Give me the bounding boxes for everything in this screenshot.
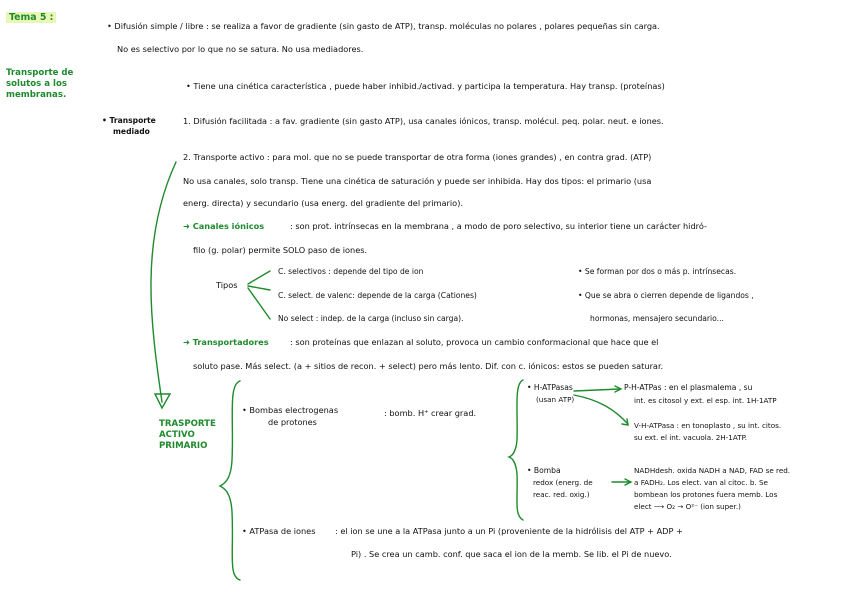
primario-heading-line1: TRASPORTE: [159, 419, 216, 429]
transporte-heading-line2: solutos a los: [6, 79, 67, 89]
v-h-atpasa-line1: V-H-ATPasa : en tonoplasto , su int. citos.: [634, 421, 782, 430]
transporte-heading-line3: membranas.: [6, 90, 67, 100]
main-brace-icon: [220, 381, 240, 580]
tipos-left-item-2: C. select. de valenc: depende de la carga (Cationes): [278, 291, 477, 300]
atpasa-iones-desc: : el ion se une a la ATPasa junto a un Pi (proveniente de la hidrólisis del ATP + ADP +: [335, 526, 683, 536]
bombas-electrogenas-line1: • Bombas electrogenas: [242, 405, 339, 415]
nadh-line3: bombean los protones fuera memb. Los: [634, 490, 778, 499]
tipos-branch-mid-icon: [248, 286, 270, 290]
bomba-redox-line3: reac. red. oxig.): [533, 490, 590, 499]
arrow-v-h-head-icon: [622, 419, 628, 425]
primario-heading-line3: PRIMARIO: [159, 441, 208, 451]
tipos-right-item-1: • Se forman por dos o más p. intrínsecas.: [578, 267, 737, 276]
h-atpasas-line1: • H-ATPasas: [527, 383, 573, 392]
difusion-simple-line1: • Difusión simple / libre : se realiza a favor de gradiente (sin gasto de ATP), transp. moléculas no polares , polares pequeñas sin carga.: [107, 21, 660, 31]
primario-heading-line2: ACTIVO: [159, 430, 195, 440]
arrow-to-primario-icon: [151, 162, 176, 402]
nadh-line4: elect ⟶ O₂ → O²⁻ (ion super.): [634, 502, 741, 511]
transporte-activo-line1: 2. Transporte activo : para mol. que no se puede transportar de otra forma (iones grandes) , en contra grad. (ATP): [183, 152, 652, 162]
arrow-v-h-icon: [574, 395, 628, 424]
tipos-left-item-1: C. selectivos : depende del tipo de ion: [278, 267, 424, 276]
transportadores-label: ➜ Transportadores: [183, 337, 269, 347]
transportadores-line2: soluto pase. Más select. (a + sitios de recon. + select) pero más lento. Dif. con c. iónicos: estos se pueden saturar.: [193, 361, 664, 371]
transporte-heading-line1: Transporte de: [6, 68, 74, 78]
canales-ionicos-desc: : son prot. intrínsecas en la membrana , a modo de poro selectivo, su interior tiene un carácter hidró-: [290, 221, 707, 231]
cinetica-line: • Tiene una cinética característica , puede haber inhibid./activad. y participa la temperatura. Hay transp. (proteínas): [186, 81, 665, 91]
tipos-branch-low-icon: [248, 288, 270, 319]
tema-heading: Tema 5 :: [6, 12, 56, 23]
p-h-atpasa-line1: P-H-ATPas : en el plasmalema , su: [624, 383, 753, 392]
difusion-facilitada-line: 1. Difusión facilitada : a fav. gradiente (sin gasto ATP), usa canales iónicos, transp. molécul. peq. polar. neut. e iones.: [183, 116, 664, 126]
mediado-heading-line1: • Transporte: [102, 116, 156, 125]
canales-ionicos-line2: filo (g. polar) permite SOLO paso de iones.: [193, 245, 368, 255]
v-h-atpasa-line2: su ext. el int. vacuola. 2H-1ATP.: [634, 433, 748, 442]
transporte-activo-line3: energ. directa) y secundario (usa energ. del gradiente del primario).: [183, 198, 463, 208]
atpasa-iones-label: • ATPasa de iones: [242, 526, 316, 536]
mediado-heading-line2: mediado: [113, 127, 150, 136]
transportadores-desc: : son proteínas que enlazan al soluto, provoca un cambio conformacional que hace que el: [290, 337, 659, 347]
arrow-p-h-icon: [574, 389, 620, 391]
bombas-electrogenas-line2: de protones: [268, 417, 317, 427]
atpasa-iones-line2: Pi) . Se crea un camb. conf. que saca el ion de la memb. Se lib. el Pi de nuevo.: [351, 549, 672, 559]
tipos-right-item-2: • Que se abra o cierren depende de ligandos ,: [578, 291, 754, 300]
nadh-line1: NADHdesh. oxida NADH a NAD, FAD se red.: [634, 466, 791, 475]
tipos-label: Tipos: [216, 280, 238, 290]
tipos-left-item-3: No select : indep. de la carga (incluso sin carga).: [278, 314, 464, 323]
bomba-redox-line2: redox (energ. de: [533, 478, 593, 487]
difusion-simple-line2: No es selectivo por lo que no se satura. No usa mediadores.: [117, 44, 364, 54]
transporte-activo-line2: No usa canales, solo transp. Tiene una cinética de saturación y puede ser inhibida. Hay dos tipos: el primario (usa: [183, 176, 652, 186]
canales-ionicos-label: ➜ Canales iónicos: [183, 221, 265, 231]
bombas-electrogenas-desc: : bomb. H⁺ crear grad.: [384, 408, 477, 418]
sub-brace-icon: [509, 380, 523, 520]
p-h-atpasa-line2: int. es citosol y ext. el esp. int. 1H-1ATP: [634, 396, 777, 405]
bomba-redox-line1: • Bomba: [527, 466, 561, 475]
nadh-line2: a FADH₂. Los elect. van al citoc. b. Se: [634, 478, 768, 487]
h-atpasas-line2: (usan ATP): [536, 395, 575, 404]
tipos-branch-up-icon: [248, 271, 270, 284]
tipos-right-item-3: hormonas, mensajero secundario...: [590, 314, 724, 323]
